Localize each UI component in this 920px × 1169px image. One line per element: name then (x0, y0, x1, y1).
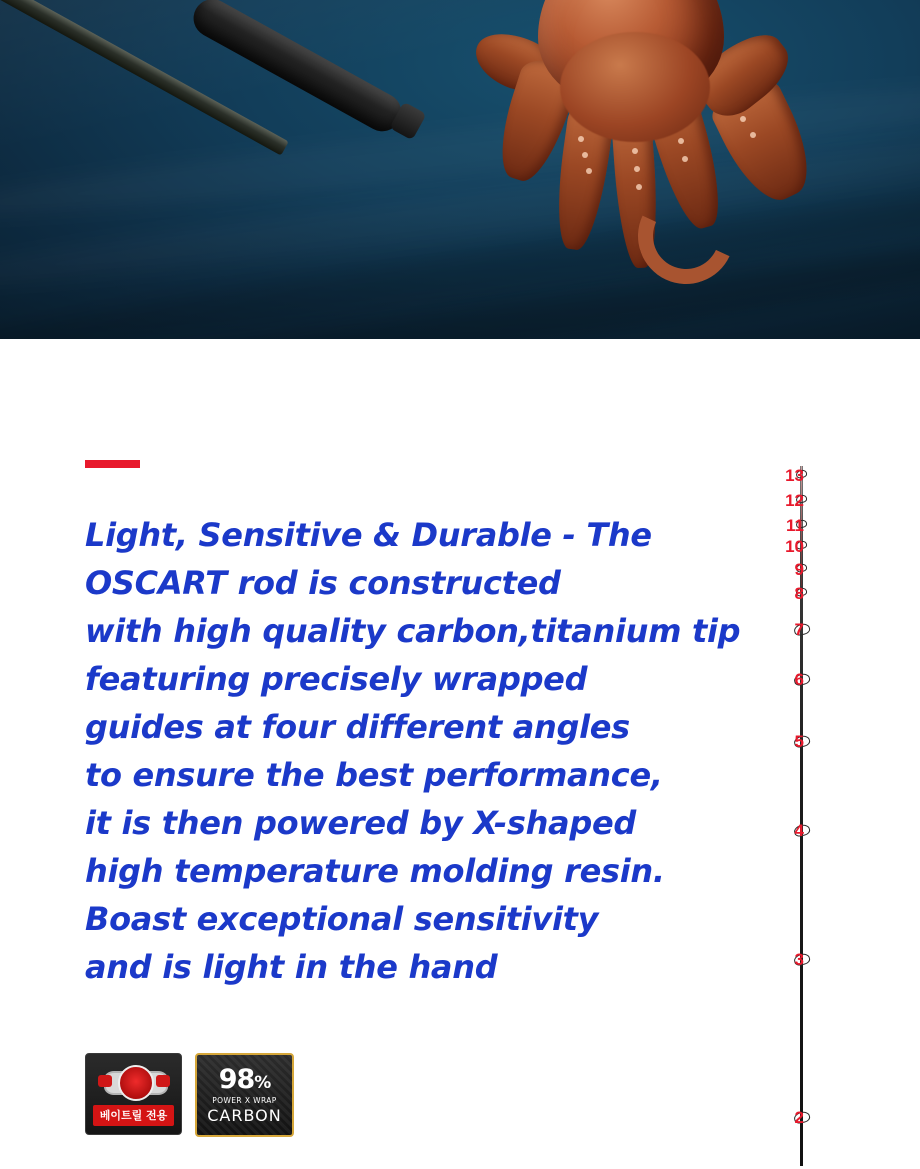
carbon-percent-value: 98 (218, 1063, 255, 1095)
page-title (85, 511, 745, 991)
headline-line: and is light in the hand (85, 948, 498, 986)
baitreel-badge (85, 1053, 182, 1135)
accent-divider (85, 460, 140, 468)
guide-number: 8 (794, 584, 804, 603)
carbon-percent-symbol: % (254, 1072, 271, 1093)
fishing-reel-icon (98, 1063, 170, 1101)
headline-line: OSCART rod is constructed (85, 564, 561, 602)
carbon-subtitle: POWER X WRAP (212, 1095, 277, 1105)
guide-number: 5 (794, 732, 804, 751)
headline-line: to ensure the best performance, (85, 756, 663, 794)
headline-line: guides at four different angles (85, 708, 630, 746)
headline-line: Light, Sensitive & Durable - The (85, 516, 652, 554)
carbon-material: CARBON (207, 1105, 282, 1125)
headline-line: high temperature molding resin. (85, 852, 665, 890)
headline-line: Boast exceptional sensitivity (85, 900, 599, 938)
guide-number: 12 (785, 491, 804, 510)
guide-number: 3 (794, 950, 804, 969)
badge-group (85, 1053, 294, 1137)
headline-line: featuring precisely wrapped (85, 660, 588, 698)
guide-number: 13 (785, 466, 804, 485)
baitreel-badge-label: 베이트릴 전용 (93, 1105, 175, 1126)
guide-number: 4 (794, 821, 804, 840)
carbon-percent (218, 1063, 271, 1095)
guide-number: 2 (794, 1108, 804, 1127)
guide-number: 9 (794, 560, 804, 579)
guide-number: 11 (786, 516, 804, 535)
headline-line: with high quality carbon,titanium tip (85, 612, 741, 650)
guide-number: 6 (794, 670, 804, 689)
headline-line: it is then powered by X-shaped (85, 804, 636, 842)
octopus-illustration (410, 0, 830, 270)
guide-number: 10 (785, 537, 804, 556)
rod-guide-diagram (744, 339, 920, 1169)
carbon-badge (195, 1053, 294, 1137)
guide-number: 7 (794, 620, 804, 639)
hero-image (0, 0, 920, 339)
